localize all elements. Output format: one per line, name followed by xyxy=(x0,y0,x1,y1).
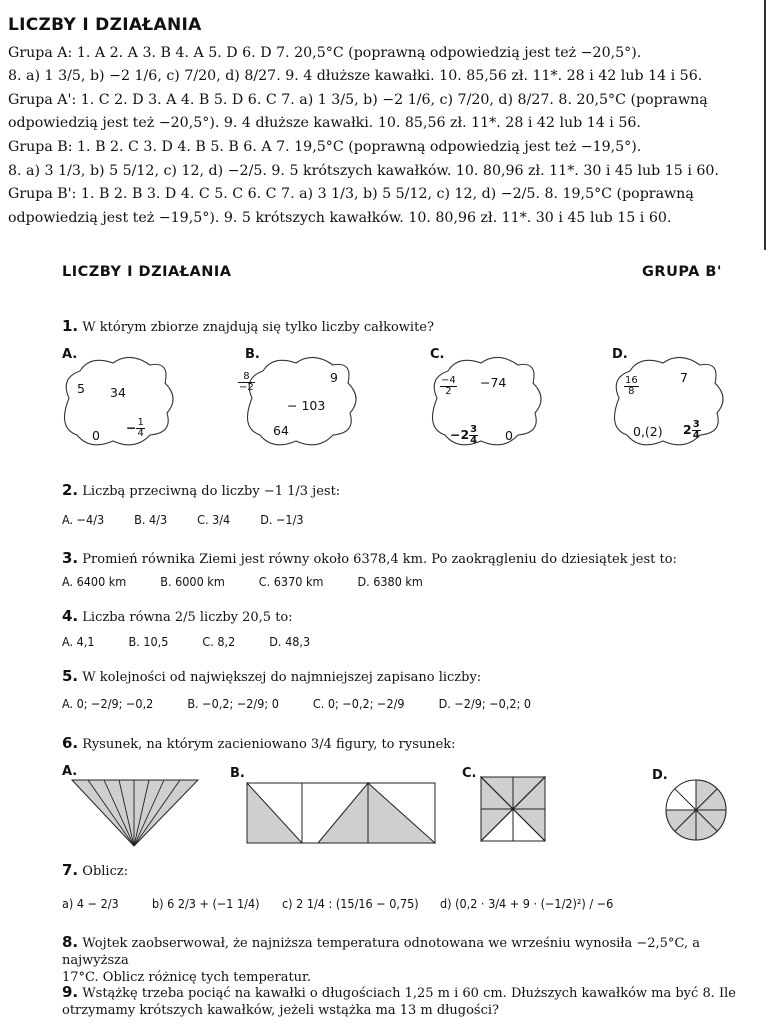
answer-key-line: 8. a) 3 1/3, b) 5 5/12, c) 12, d) −2/5. 9. 5 krótszych kawałków. 10. 80,96 zł. 11*. 30 i 45 lub 15 i 60. xyxy=(8,162,719,179)
figure-a-fan xyxy=(70,778,200,848)
question-text: Wstążkę trzeba pociąć na kawałki o długościach 1,25 m i 60 cm. Dłuższych kawałków ma być 8. Ile xyxy=(82,986,736,1001)
question-text: W kolejności od największej do najmniejszej zapisano liczby: xyxy=(82,670,482,685)
q4-option-c[interactable]: C. 8,2 xyxy=(202,634,236,649)
q1-option-a-label[interactable]: A. xyxy=(62,347,78,362)
question-1 xyxy=(62,318,434,336)
q2-options xyxy=(62,512,362,527)
answer-key-line: Grupa A': 1. C 2. D 3. A 4. B 5. D 6. C 7. a) 1 3/5, b) −2 1/6, c) 7/20, d) 8/27. 8. 20,5°C (poprawną xyxy=(8,91,708,108)
q2-option-a[interactable]: A. −4/3 xyxy=(62,512,105,527)
figure-c-square xyxy=(480,776,546,842)
question-text: Liczba równa 2/5 liczby 20,5 to: xyxy=(82,610,293,625)
q6-option-d-label[interactable]: D. xyxy=(652,768,668,783)
q5-option-b[interactable]: B. −0,2; −2/9; 0 xyxy=(187,696,279,711)
q5-option-d[interactable]: D. −2/9; −0,2; 0 xyxy=(438,696,532,711)
q6-option-b-label[interactable]: B. xyxy=(230,766,245,781)
question-number: 1. xyxy=(62,317,79,335)
cloud-a xyxy=(65,357,174,444)
q3-options xyxy=(62,574,423,589)
q6-option-a-label[interactable]: A. xyxy=(62,764,78,779)
q1-option-c-label[interactable]: C. xyxy=(430,347,445,362)
question-number: 9. xyxy=(62,983,79,1001)
q7-part-d: d) (0,2 · 3/4 + 9 · (−1/2)²) / −6 xyxy=(440,896,614,911)
question-text: Liczbą przeciwną do liczby −1 1/3 jest: xyxy=(82,484,341,499)
q7-part-a: a) 4 − 2/3 xyxy=(62,896,119,911)
answer-key-line: Grupa B': 1. B 2. B 3. D 4. C 5. C 6. C 7. a) 3 1/3, b) 5 5/12, c) 12, d) −2/5. 8. 19,5°C (poprawną xyxy=(8,186,694,203)
question-7 xyxy=(62,862,128,880)
q3-option-a[interactable]: A. 6400 km xyxy=(62,574,127,589)
question-5 xyxy=(62,668,481,686)
page-edge-divider xyxy=(764,0,766,250)
question-text: W którym zbiorze znajdują się tylko liczby całkowite? xyxy=(82,320,434,335)
q1-clouds xyxy=(55,343,745,468)
cloud-value: 34 xyxy=(110,385,126,400)
cloud-value: −2 $\frac{3}{4}$ xyxy=(450,424,478,446)
cloud-value: 7 xyxy=(680,370,688,385)
question-text: otrzymamy krótszych kawałków, jeżeli wstążka ma 13 m długości? xyxy=(62,1003,499,1018)
q2-option-c[interactable]: C. 3/4 xyxy=(197,512,231,527)
cloud-value: − 103 xyxy=(287,398,326,413)
cloud-value: 2 $\frac{3}{4}$ xyxy=(683,419,700,441)
cloud-d xyxy=(615,357,724,444)
test-title: LICZBY I DZIAŁANIA xyxy=(62,264,232,280)
q4-option-b[interactable]: B. 10,5 xyxy=(128,634,169,649)
q4-option-d[interactable]: D. 48,3 xyxy=(269,634,311,649)
q5-option-c[interactable]: C. 0; −0,2; −2/9 xyxy=(312,696,405,711)
question-text: Oblicz: xyxy=(82,864,129,879)
q7-part-c: c) 2 1/4 : (15/16 − 0,75) xyxy=(282,896,419,911)
q3-option-d[interactable]: D. 6380 km xyxy=(357,574,423,589)
cloud-value: 0,(2) xyxy=(633,424,663,439)
cloud-value: 0 xyxy=(92,428,100,443)
group-label: GRUPA B' xyxy=(642,264,722,280)
question-number: 5. xyxy=(62,667,79,685)
answer-key-line: 8. a) 1 3/5, b) −2 1/6, c) 7/20, d) 8/27. 9. 4 dłuższe kawałki. 10. 85,56 zł. 11*. 28 i 42 lub 14 i 56. xyxy=(8,68,703,85)
question-2 xyxy=(62,482,340,500)
question-number: 4. xyxy=(62,607,79,625)
q4-option-a[interactable]: A. 4,1 xyxy=(62,634,95,649)
cloud-value: 0 xyxy=(505,428,513,443)
answer-key xyxy=(8,14,760,230)
cloud-value: 5 xyxy=(77,381,85,396)
q2-option-d[interactable]: D. −1/3 xyxy=(260,512,304,527)
cloud-value: 64 xyxy=(273,423,289,438)
answer-key-line: odpowiedzią jest też −19,5°). 9. 5 krótszych kawałków. 10. 80,96 zł. 11*. 30 i 45 lub 15 i 60. xyxy=(8,209,672,226)
q1-option-d-label[interactable]: D. xyxy=(612,347,628,362)
q7-part-b: b) 6 2/3 + (−1 1/4) xyxy=(152,896,260,911)
q6-option-c-label[interactable]: C. xyxy=(462,766,477,781)
question-9 xyxy=(62,984,752,1019)
q3-option-c[interactable]: C. 6370 km xyxy=(258,574,324,589)
question-text: Wojtek zaobserwował, że najniższa temperatura odnotowana we wrześniu wynosiła −2,5°C, a najwyższa xyxy=(62,936,700,968)
question-4 xyxy=(62,608,293,626)
q1-option-b-label[interactable]: B. xyxy=(245,347,260,362)
answer-key-line: Grupa A: 1. A 2. A 3. B 4. A 5. D 6. D 7. 20,5°C (poprawną odpowiedzią jest też −20,5°). xyxy=(8,44,642,61)
q3-option-b[interactable]: B. 6000 km xyxy=(160,574,225,589)
question-text: Promień równika Ziemi jest równy około 6378,4 km. Po zaokrągleniu do dziesiątek jest to: xyxy=(82,552,677,567)
question-text: Rysunek, na którym zacieniowano 3/4 figury, to rysunek: xyxy=(82,737,456,752)
answer-key-line: Grupa B: 1. B 2. C 3. D 4. B 5. B 6. A 7. 19,5°C (poprawną odpowiedzią jest też −19,5°). xyxy=(8,138,642,155)
question-number: 6. xyxy=(62,734,79,752)
cloud-c xyxy=(433,357,542,444)
cloud-value: $\frac{16}{8}$ xyxy=(625,375,638,397)
answer-key-line: odpowiedzią jest też −20,5°). 9. 4 dłuższe kawałki. 10. 85,56 zł. 11*. 28 i 42 lub 14 i 56. xyxy=(8,115,641,132)
question-number: 8. xyxy=(62,933,79,951)
q5-option-a[interactable]: A. 0; −2/9; −0,2 xyxy=(62,696,154,711)
answer-key-title: LICZBY I DZIAŁANIA xyxy=(8,15,202,35)
cloud-value: $\frac{-4}{2}$ xyxy=(441,375,456,397)
question-number: 3. xyxy=(62,549,79,567)
question-text: 17°C. Oblicz różnicę tych temperatur. xyxy=(62,970,311,985)
cloud-value: $\frac{8}{-2}$ xyxy=(239,371,254,393)
figure-d-circle xyxy=(664,778,728,842)
question-3 xyxy=(62,550,677,568)
q5-options xyxy=(62,696,531,711)
question-number: 7. xyxy=(62,861,79,879)
question-8 xyxy=(62,934,752,986)
q2-option-b[interactable]: B. 4/3 xyxy=(134,512,168,527)
question-6 xyxy=(62,735,456,753)
cloud-value: −74 xyxy=(480,375,507,390)
cloud-value: 9 xyxy=(330,370,338,385)
question-number: 2. xyxy=(62,481,79,499)
q4-options xyxy=(62,634,310,649)
figure-b-rectangle xyxy=(246,782,436,844)
cloud-value: − $\frac{1}{4}$ xyxy=(126,417,144,439)
